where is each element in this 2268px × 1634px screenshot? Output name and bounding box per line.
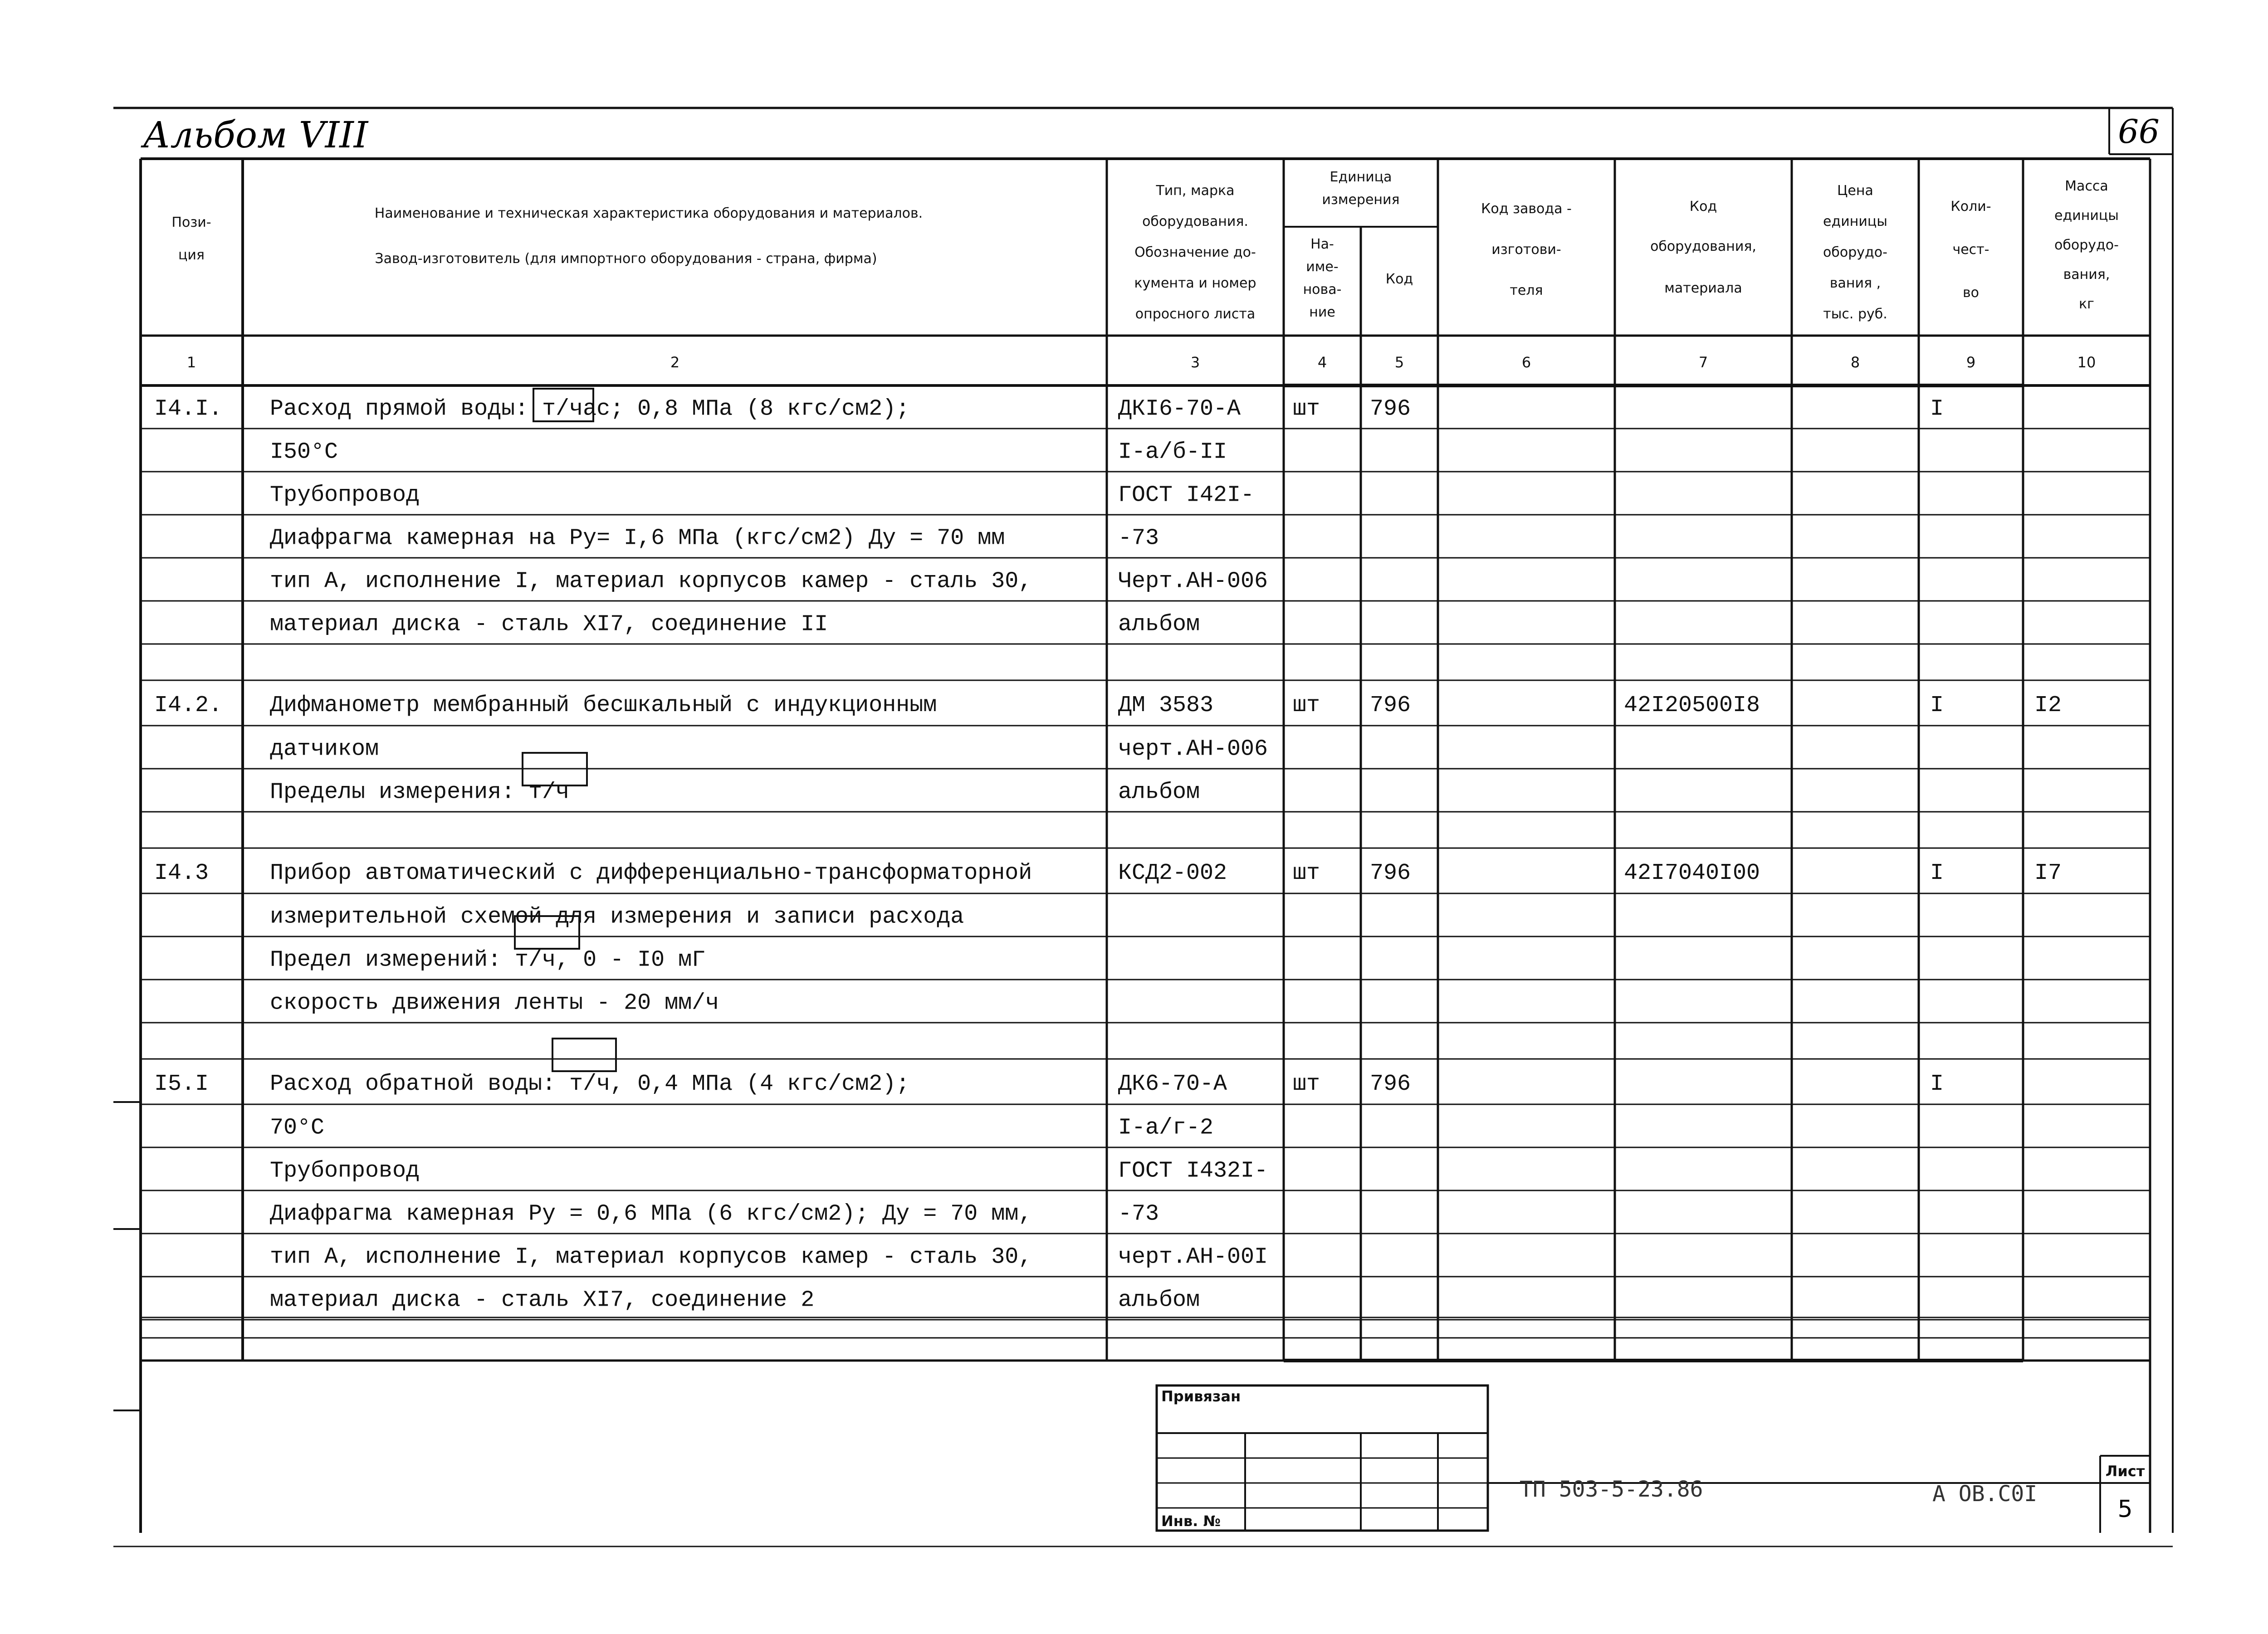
- row-name: Пределы измерения: т/ч: [270, 779, 570, 805]
- stamp-inv-no: Инв. №: [1161, 1512, 1221, 1530]
- header-unit-name: На-: [1310, 236, 1334, 252]
- header-mfr: теля: [1510, 283, 1543, 298]
- column-number: 3: [1190, 354, 1200, 371]
- row-name: I50°С: [270, 439, 338, 465]
- header-price: тыс. руб.: [1823, 306, 1887, 322]
- page-number: 66: [2118, 112, 2160, 151]
- row-name: скорость движения ленты - 20 мм/ч: [270, 990, 719, 1016]
- blank-field-box: [552, 1039, 616, 1071]
- row-name: Диафрагма камерная на Ру= I,6 МПа (кгс/см2) Ду = 70 мм: [270, 525, 1005, 551]
- header-qty: чест-: [1952, 242, 1989, 258]
- header-qty: во: [1962, 285, 1980, 301]
- column-number: 5: [1394, 354, 1404, 371]
- header-name: Наименование и техническая характеристика оборудования и материалов.: [374, 205, 923, 221]
- header-price: Цена: [1837, 183, 1873, 199]
- column-number: 6: [1521, 354, 1531, 371]
- row-quantity: I: [1930, 396, 1944, 422]
- row-type: -73: [1118, 1201, 1159, 1227]
- row-name: Дифманометр мембранный бесшкальный с индукционным: [270, 693, 937, 718]
- row-name: 70°С: [270, 1115, 325, 1141]
- doc-code: ТП 503-5-23.86: [1520, 1477, 1703, 1502]
- list-label: Лист: [2105, 1463, 2145, 1480]
- row-mass: I2: [2034, 693, 2062, 718]
- header-name: Завод-изготовитель (для импортного оборудования - страна, фирма): [375, 251, 877, 267]
- row-unit: шт: [1293, 1071, 1320, 1097]
- row-type: КСД2-002: [1118, 860, 1227, 886]
- row-type: Черт.АН-006: [1118, 568, 1268, 595]
- header-mfr: Код завода -: [1481, 201, 1572, 217]
- row-unit: шт: [1293, 396, 1320, 422]
- row-unit: шт: [1293, 860, 1320, 886]
- header-type: кумента и номер: [1134, 275, 1256, 291]
- row-equipment-code: 42I7040I00: [1624, 860, 1760, 886]
- row-type: I-а/г-2: [1118, 1115, 1214, 1141]
- column-number: 8: [1850, 354, 1860, 371]
- row-name: датчиком: [270, 736, 379, 762]
- header-mfr: изготови-: [1491, 242, 1561, 258]
- row-quantity: I: [1930, 1071, 1944, 1097]
- row-type: ДК6-70-А: [1118, 1071, 1227, 1097]
- header-unit: Единица: [1330, 169, 1392, 185]
- column-number: 4: [1317, 354, 1327, 371]
- row-position: I4.I.: [154, 396, 223, 422]
- row-mass: I7: [2034, 860, 2062, 886]
- row-name: Расход прямой воды: т/час; 0,8 МПа (8 кгс/см2);: [270, 396, 910, 422]
- row-name: Трубопровод: [270, 482, 420, 508]
- row-position: I5.I: [154, 1071, 209, 1097]
- header-eqcode: оборудования,: [1650, 239, 1756, 254]
- row-unit-code: 796: [1370, 396, 1411, 422]
- header-type: Обозначение до-: [1134, 244, 1256, 260]
- list-number: 5: [2117, 1496, 2133, 1523]
- row-name: Предел измерений: т/ч, 0 - I0 мГ: [270, 947, 706, 973]
- row-name: измерительной схемой для измерения и записи расхода: [270, 904, 964, 930]
- header-type: опросного листа: [1135, 306, 1256, 322]
- row-unit-code: 796: [1370, 860, 1411, 886]
- header-unit-name: име-: [1306, 259, 1339, 275]
- row-unit: шт: [1293, 693, 1320, 718]
- row-unit-code: 796: [1370, 1071, 1411, 1097]
- header-price: оборудо-: [1823, 244, 1887, 260]
- album-title: Альбом VIII: [143, 114, 368, 156]
- row-name: Расход обратной воды: т/ч, 0,4 МПа (4 кгс/см2);: [270, 1071, 910, 1097]
- header-eqcode: Код: [1689, 199, 1717, 215]
- row-quantity: I: [1930, 693, 1944, 718]
- header-eqcode: материала: [1664, 280, 1742, 296]
- row-type: альбом: [1118, 1287, 1200, 1313]
- row-type: ГОСТ I42I-: [1118, 482, 1255, 508]
- header-qty: Коли-: [1950, 199, 1991, 215]
- header-pos: ция: [178, 247, 205, 263]
- column-number: 2: [670, 354, 680, 371]
- row-position: I4.2.: [154, 693, 223, 718]
- row-type: -73: [1118, 525, 1159, 551]
- row-type: альбом: [1118, 611, 1200, 638]
- row-name: материал диска - сталь XI7, соединение II: [270, 611, 828, 638]
- header-mass: оборудо-: [2054, 237, 2119, 253]
- row-type: черт.АН-00I: [1118, 1244, 1268, 1270]
- header-price: единицы: [1823, 214, 1887, 229]
- row-name: Трубопровод: [270, 1158, 420, 1184]
- column-number: 7: [1698, 354, 1708, 371]
- row-type: альбом: [1118, 779, 1200, 805]
- row-type: ДМ 3583: [1118, 693, 1214, 718]
- header-type: оборудования.: [1142, 214, 1248, 229]
- stamp-privyazan: Привязан: [1161, 1388, 1241, 1405]
- row-name: тип А, исполнение I, материал корпусов камер - сталь 30,: [270, 568, 1032, 595]
- row-name: тип А, исполнение I, материал корпусов камер - сталь 30,: [270, 1244, 1032, 1270]
- row-type: I-а/б-II: [1118, 439, 1227, 465]
- header-mass: вания,: [2063, 267, 2110, 283]
- row-name: материал диска - сталь XI7, соединение 2: [270, 1287, 815, 1313]
- column-number: 9: [1966, 354, 1976, 371]
- row-type: ГОСТ I432I-: [1118, 1158, 1268, 1184]
- row-name: Прибор автоматический с дифференциально-трансформаторной: [270, 860, 1032, 886]
- header-price: вания ,: [1829, 275, 1881, 291]
- header-unit-name: нова-: [1303, 282, 1342, 298]
- header-mass: единицы: [2054, 208, 2119, 224]
- header-pos: Пози-: [171, 215, 211, 230]
- row-type: ДКI6-70-А: [1118, 396, 1241, 422]
- row-unit-code: 796: [1370, 693, 1411, 718]
- header-mass: Масса: [2065, 178, 2108, 194]
- header-unit-code: Код: [1385, 271, 1413, 287]
- row-position: I4.3: [154, 860, 209, 886]
- row-quantity: I: [1930, 860, 1944, 886]
- header-unit: измерения: [1322, 192, 1400, 208]
- row-equipment-code: 42I20500I8: [1624, 693, 1760, 718]
- column-number: 1: [186, 354, 196, 371]
- header-mass: кг: [2079, 296, 2094, 312]
- header-type: Тип, марка: [1156, 183, 1235, 199]
- sheet-code: А ОВ.С0I: [1932, 1481, 2038, 1507]
- column-number: 10: [2077, 354, 2096, 371]
- row-type: черт.АН-006: [1118, 736, 1268, 762]
- row-name: Диафрагма камерная Ру = 0,6 МПа (6 кгс/см2); Ду = 70 мм,: [270, 1201, 1032, 1227]
- header-unit-name: ние: [1309, 304, 1335, 320]
